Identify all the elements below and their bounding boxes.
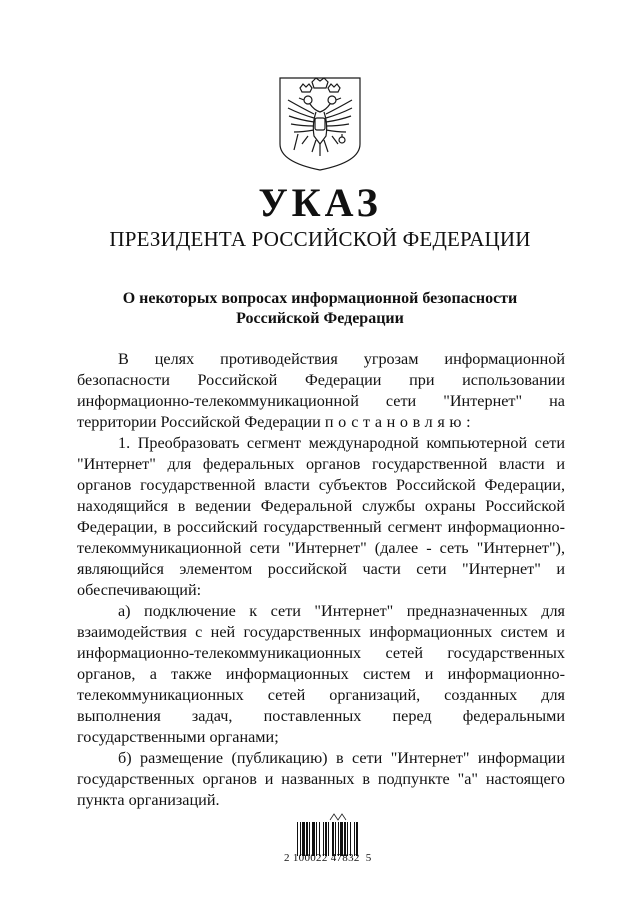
document-subtitle: ПРЕЗИДЕНТА РОССИЙСКОЙ ФЕДЕРАЦИИ bbox=[109, 227, 531, 251]
barcode-bar bbox=[312, 822, 315, 856]
barcode-bar bbox=[325, 822, 327, 856]
barcode-bar bbox=[340, 822, 343, 856]
decree-heading-line-1: О некоторых вопросах информационной безопасности bbox=[122, 290, 518, 307]
barcode-bar bbox=[319, 822, 320, 856]
barcode-bar bbox=[316, 822, 317, 856]
barcode-bar bbox=[323, 822, 324, 856]
paragraph-1: 1. Преобразовать сегмент международной компьютерной сети "Интернет" для федеральных органов государственной власти и органов государственной власти субъектов Российской Федерации, находящийся в ведении Федеральной службы охраны Российской Федерации, в российский государственный сегмент информационно-телекоммуникационной сети "Интернет" (далее - сеть "Интернет"), являющийся элементом российской части сети "Интернет" и обеспечивающий: bbox=[77, 434, 565, 599]
paragraph-1b: б) размещение (публикацию) в сети "Интернет" информации государственных органов и названных в подпункте "а" настоящего пункта организаций. bbox=[77, 749, 565, 809]
barcode-bar bbox=[356, 822, 358, 856]
barcode-bar bbox=[309, 822, 310, 856]
barcode-mark bbox=[296, 812, 378, 822]
preamble-paragraph bbox=[77, 349, 565, 433]
paragraph-1a: а) подключение к сети "Интернет" предназначенных для взаимодействия с ней государственных информационных систем и информационно-телекоммуникационных сетей государственных органов, а также информационных систем и информационно-телекоммуникационных сетей организаций, созданных для выполнения задач, поставленных перед федеральными государственными органами; bbox=[77, 602, 565, 746]
barcode-bar bbox=[347, 822, 348, 856]
decree-body bbox=[77, 349, 565, 811]
decree-heading-line-2: Российской Федерации bbox=[236, 309, 404, 327]
barcode-bar bbox=[300, 822, 301, 856]
coat-of-arms-emblem bbox=[272, 74, 368, 172]
decree-heading bbox=[110, 289, 530, 328]
barcode-bar bbox=[344, 822, 346, 856]
barcode-bar bbox=[338, 822, 339, 856]
barcode-bar bbox=[332, 822, 334, 856]
barcode-bar bbox=[302, 822, 305, 856]
barcode-number: 2 100022 47832 5 bbox=[284, 852, 372, 864]
barcode-bar bbox=[335, 822, 336, 856]
decree-word: постановляю: bbox=[324, 413, 476, 431]
barcode-bar bbox=[297, 822, 298, 856]
preamble-text: В целях противодействия угрозам информационной безопасности Российской Федерации при использовании информационно-телекоммуникационной сети "Интернет" на территории Российской Федерации bbox=[77, 350, 565, 431]
barcode-bar bbox=[306, 822, 308, 856]
barcode-bar bbox=[354, 822, 355, 856]
document-title: УКАЗ bbox=[258, 180, 382, 225]
barcode-bars bbox=[296, 822, 378, 856]
barcode-bar bbox=[350, 822, 351, 856]
barcode-bar bbox=[328, 822, 329, 856]
